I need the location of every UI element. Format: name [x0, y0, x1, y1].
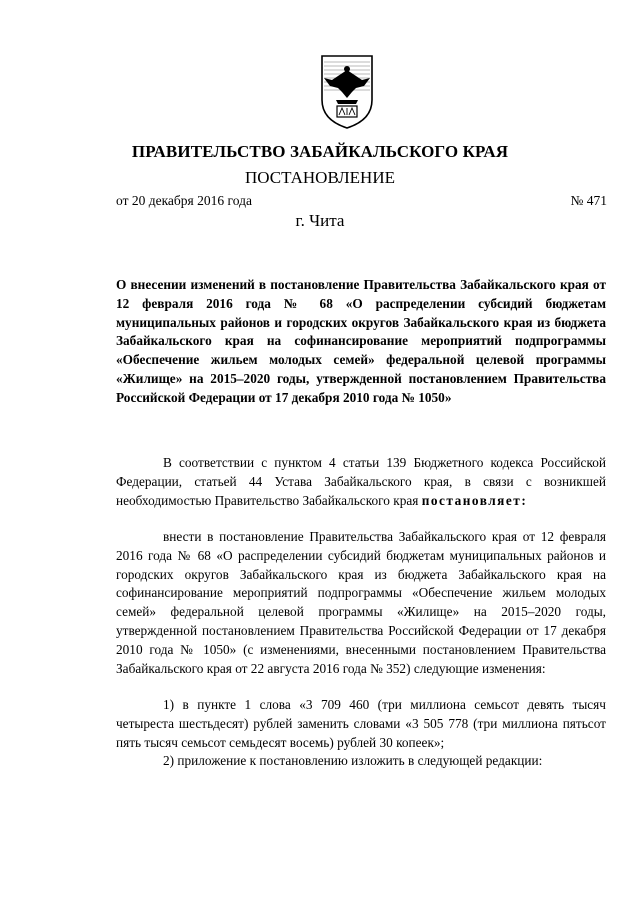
- resolves-word: постановляет:: [421, 492, 528, 508]
- document-number: № 471: [570, 193, 607, 208]
- coat-of-arms-emblem: [318, 52, 376, 130]
- amendment-item-1: 1) в пункте 1 слова «3 709 460 (три миллиона семьсот девять тысяч четыреста шестьдесят) рублей заменить словами «3 505 778 (три миллиона пятьсот пять тысяч семьсот семьдесят восемь) рублей 30 копеек»;: [116, 697, 606, 750]
- preamble-paragraph: [116, 454, 606, 510]
- preamble-text: В соответствии с пунктом 4 статьи 139 Бюджетного кодекса Российской Федерации, статьей 44 Устава Забайкальского края, в связи с возникшей необходимостью Правительство Забайкальского края: [116, 455, 606, 508]
- decision-paragraph: внести в постановление Правительства Забайкальского края от 12 февраля 2016 года № 68 «О распределении субсидий бюджетам муниципальных районов и городских округов Забайкальского края из бюджета Забайкальского края на софинансирование мероприятий подпрограммы «Обеспечение жильем молодых семей» федеральной целевой программы «Жилище» на 2015–2020 годы, утвержденной постановлением Правительства Российской Федерации от 17 декабря 2010 года № 1050» (с изменениями, внесенными постановлением Правительства Забайкальского края от 22 августа 2016 года № 352) следующие изменения:: [116, 529, 606, 676]
- document-subject: О внесении изменений в постановление Правительства Забайкальского края от 12 февраля 2016 года № 68 «О распределении субсидий бюджетам муниципальных районов и городских округов Забайкальского края из бюджета Забайкальского края на софинансирование мероприятий подпрограммы «Обеспечение жильем молодых семей» федеральной целевой программы «Жилище» на 2015–2020 годы, утвержденной постановлением Правительства Российской Федерации от 17 декабря 2010 года № 1050»: [116, 277, 606, 405]
- government-title: ПРАВИТЕЛЬСТВО ЗАБАЙКАЛЬСКОГО КРАЯ: [131, 142, 509, 161]
- amendment-item-2: 2) приложение к постановлению изложить в следующей редакции:: [163, 753, 543, 768]
- city: г. Чита: [295, 211, 345, 230]
- document-date: от 20 декабря 2016 года: [116, 193, 252, 208]
- document-type: ПОСТАНОВЛЕНИЕ: [244, 168, 395, 187]
